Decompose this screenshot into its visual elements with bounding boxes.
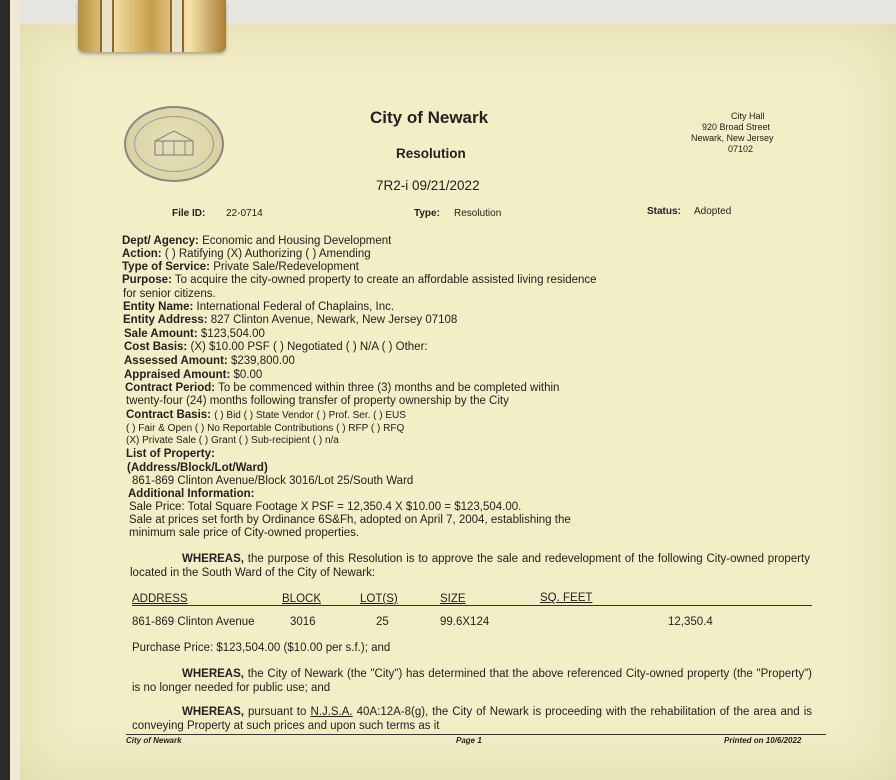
footer-left: City of Newark <box>126 736 182 745</box>
contract-period-row <box>125 382 559 394</box>
whereas-paragraph-3 <box>132 705 812 733</box>
status-label: Status: <box>647 206 681 217</box>
action-row <box>122 248 371 260</box>
document-subtitle: Resolution <box>396 146 466 161</box>
table-cell-sqfeet: 12,350.4 <box>668 616 713 628</box>
sale-amount-label: Sale Amount: <box>124 328 198 340</box>
dept-label: Dept/ Agency: <box>122 235 199 247</box>
document-page <box>20 24 896 780</box>
additional-label: Additional Information: <box>128 488 255 500</box>
table-header-block: BLOCK <box>282 593 321 605</box>
whereas-paragraph-1 <box>130 552 810 580</box>
address-line-1: City Hall <box>731 111 765 121</box>
contract-basis-label: Contract Basis: <box>126 409 211 421</box>
whereas-2-lead: WHEREAS, <box>182 668 244 680</box>
contract-period-cont: twenty-four (24) months following transfer of property ownership by the City <box>126 395 509 407</box>
type-label: Type: <box>414 208 440 219</box>
address-line-2: 920 Broad Street <box>702 122 771 132</box>
entity-address-label: Entity Address: <box>123 314 208 326</box>
table-cell-block: 3016 <box>290 616 316 628</box>
footer-page: Page 1 <box>456 736 482 745</box>
whereas-1-text: the purpose of this Resolution is to approve the sale and redevelopment of the following City-owned property located in the South Ward of the City of Newark: <box>130 553 810 579</box>
contract-basis-row <box>126 409 406 421</box>
assessed-label: Assessed Amount: <box>124 355 228 367</box>
appraised-label: Appraised Amount: <box>124 369 231 381</box>
service-value: Private Sale/Redevelopment <box>213 261 359 273</box>
action-label: Action: <box>122 248 162 260</box>
resolution-number: 7R2-i 09/21/2022 <box>376 178 480 193</box>
whereas-2-text: the City of Newark (the "City") has determined that the above referenced City-owned property (the "Property") is no longer needed for public use; and <box>132 668 812 694</box>
table-cell-size: 99.6X124 <box>440 616 490 628</box>
file-id-label: File ID: <box>172 208 206 219</box>
whereas-1-lead: WHEREAS, <box>182 553 244 565</box>
additional-line-3: minimum sale price of City-owned properties. <box>129 527 360 539</box>
contract-basis-value: ( ) Bid ( ) State Vendor ( ) Prof. Ser. ( ) EUS <box>214 410 406 421</box>
contract-period-value: To be commenced within three (3) months and be completed within <box>218 382 560 394</box>
whereas-3-text: 40A:12A-8(g), the City of Newark is proceeding with the rehabilitation of the area and is conveying Property at such prices and upon such terms as it <box>132 706 813 732</box>
assessed-value: $239,800.00 <box>230 355 295 367</box>
cost-basis-label: Cost Basis: <box>124 341 188 353</box>
purpose-value-cont: for senior citizens. <box>123 288 216 300</box>
contract-basis-cont-1: ( ) Fair & Open ( ) No Reportable Contributions ( ) RFP ( ) RFQ <box>126 423 405 434</box>
service-label: Type of Service: <box>122 261 210 273</box>
address-block-label: (Address/Block/Lot/Ward) <box>127 462 268 474</box>
list-property-label: List of Property: <box>126 448 215 460</box>
additional-line-2: Sale at prices set forth by Ordinance 6S&Fh, adopted on April 7, 2004, establishing the <box>129 514 571 526</box>
page-title: City of Newark <box>370 108 489 127</box>
sale-amount-value: $123,504.00 <box>200 328 265 340</box>
table-header-size: SIZE <box>440 593 466 605</box>
contract-period-label: Contract Period: <box>125 382 216 394</box>
purpose-value: To acquire the city-owned property to create an affordable assisted living residence <box>174 274 597 286</box>
purpose-label: Purpose: <box>122 274 172 286</box>
footer-rule <box>126 734 826 735</box>
whereas-3-njsa: N.J.S.A. <box>310 706 353 718</box>
address-line-4: 07102 <box>728 144 754 154</box>
entity-name-label: Entity Name: <box>123 301 194 313</box>
cost-basis-row <box>124 341 428 353</box>
property-line: 861-869 Clinton Avenue/Block 3016/Lot 25/South Ward <box>132 475 414 487</box>
service-row <box>122 261 359 273</box>
table-header-lots: LOT(S) <box>360 593 398 605</box>
file-id-value: 22-0714 <box>226 208 263 219</box>
table-header-rule <box>132 605 812 606</box>
dept-value: Economic and Housing Development <box>202 235 392 247</box>
whereas-3-pre: pursuant to <box>243 706 311 718</box>
dept-row <box>122 235 391 247</box>
whereas-3-lead: WHEREAS, <box>182 706 244 718</box>
table-header-address: ADDRESS <box>132 593 188 605</box>
entity-address-row <box>123 314 457 326</box>
type-value: Resolution <box>454 208 502 219</box>
entity-address-value: 827 Clinton Avenue, Newark, New Jersey 07108 <box>210 314 458 326</box>
table-header-sqfeet: SQ. FEET <box>540 592 593 604</box>
table-cell-address: 861-869 Clinton Avenue <box>132 616 255 628</box>
contract-basis-cont-2: (X) Private Sale ( ) Grant ( ) Sub-recipient ( ) n/a <box>126 435 339 446</box>
table-cell-lots: 25 <box>376 616 389 628</box>
appraised-value: $0.00 <box>233 369 263 381</box>
footer-printed: Printed on 10/6/2022 <box>724 736 802 745</box>
address-line-3: Newark, New Jersey <box>691 133 774 143</box>
cost-basis-value: (X) $10.00 PSF ( ) Negotiated ( ) N/A ( ) Other: <box>190 341 428 353</box>
whereas-paragraph-2 <box>132 667 812 695</box>
city-seal-icon <box>124 106 224 182</box>
status-value: Adopted <box>694 206 732 217</box>
action-value: ( ) Ratifying (X) Authorizing ( ) Amending <box>164 248 371 260</box>
purpose-row <box>122 274 597 286</box>
sale-amount-row <box>124 328 265 340</box>
entity-name-value: International Federal of Chaplains, Inc. <box>196 301 395 313</box>
purchase-price: Purchase Price: $123,504.00 ($10.00 per s.f.); and <box>132 642 391 654</box>
additional-line-1: Sale Price: Total Square Footage X PSF = 12,350.4 X $10.00 = $123,504.00. <box>129 501 522 513</box>
background-edge <box>0 0 20 780</box>
appraised-row <box>124 369 262 381</box>
entity-name-row <box>123 301 394 313</box>
binder-clip <box>78 0 226 52</box>
assessed-row <box>124 355 295 367</box>
